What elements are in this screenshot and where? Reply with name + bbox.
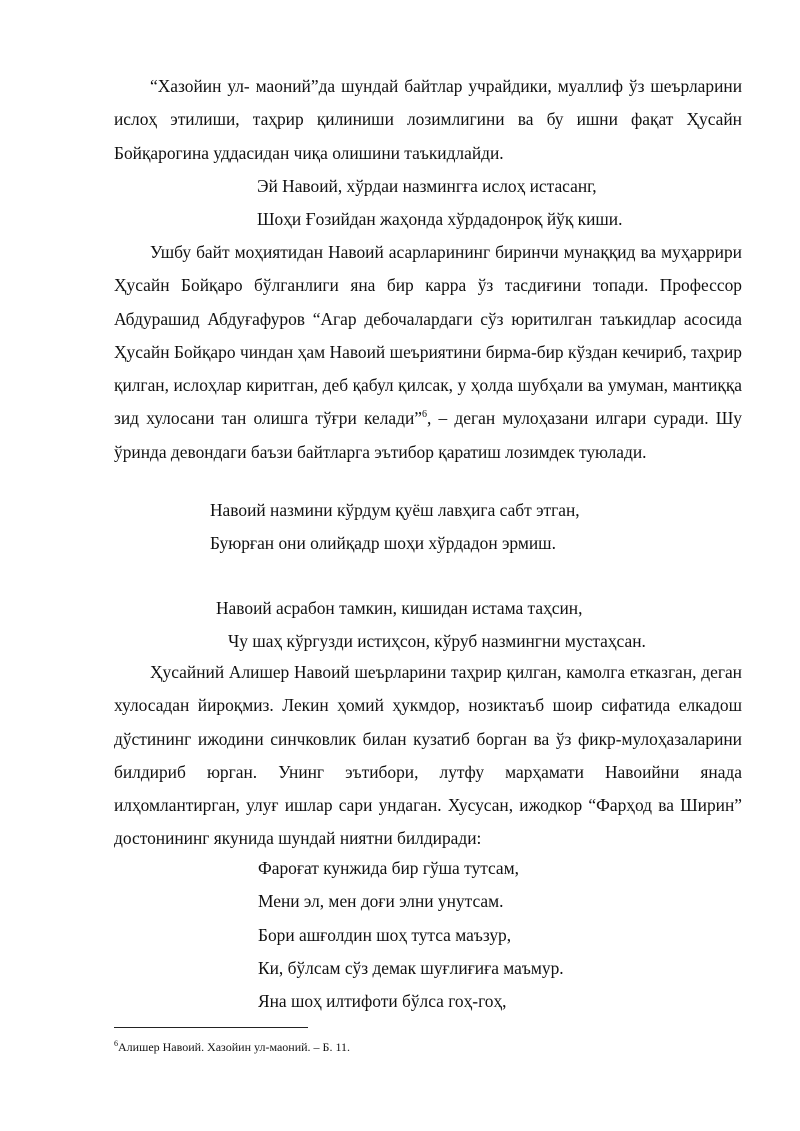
footnote-reference[interactable]: 6 [421, 409, 427, 421]
verse-line: Навоий назмини кўрдум қуёш лавҳига сабт этган, [210, 500, 580, 520]
verse-block-4 [258, 852, 564, 1018]
verse-block-3 [216, 592, 646, 659]
paragraph-intro: “Хазойин ул- маоний”да шундай байтлар учрайдики, муаллиф ўз шеърларини ислоҳ этилиши, таҳрир қилиниши лозимлигини ва бу ишни фақат Ҳусайн Бойқарогина уддасидан чиқа олишини таъкидлайди. [114, 76, 742, 163]
paragraph-analysis: Ушбу байт моҳиятидан Навоий асарларининг биринчи мунаққид ва муҳаррири Ҳусайн Бойқаро бўлганлиги яна бир карра ўз тасдиғини топади. Профессор Абдурашид Абдуғафуров “Агар дебочалардаги сўз юритилган таъкидлар асосида Ҳусайн Бойқаро чиндан ҳам Навоий шеъриятини бирма-бир кўздан кечириб, таҳрир қилган, ислоҳлар киритган, деб қабул қилсак, у ҳолда шубҳали ва умуман, мантиққа зид хулосани тан олишга тўғри келади”$^6$, – деган мулоҳазани илгари суради. Шу ўринда девондаги баъзи байтларга эътибор қаратиш лозимдек туюлади. [114, 242, 742, 462]
verse-block-2 [210, 494, 580, 561]
verse-block-1 [257, 170, 622, 237]
verse-line: Шоҳи Ғозийдан жаҳонда хўрдадонроқ йўқ киши. [257, 209, 623, 230]
verse-line: Буюрған они олийқадр шоҳи хўрдадон эрмиш. [210, 533, 556, 554]
footnote-number: 6 [114, 1039, 118, 1048]
verse-line: Мени эл, мен доғи элни унутсам. [258, 891, 504, 912]
verse-line: Яна шоҳ илтифоти бўлса гоҳ-гоҳ, [258, 991, 507, 1012]
footnote-text: Алишер Навоий. Хазойин ул-маоний. – Б. 11. [118, 1040, 350, 1054]
verse-line: Чу шаҳ кўргузди истиҳсон, кўруб назмингни мустаҳсан. [228, 631, 646, 652]
verse-line: Фароғат кунжида бир гўша тутсам, [258, 858, 520, 878]
paragraph-conclusion: Ҳусайний Алишер Навоий шеърларини таҳрир қилган, камолга етказган, деган хулосадан йироқмиз. Лекин ҳомий ҳукмдор, нозиктаъб шоир сифатида елкадош дўстининг ижодини синчковлик билан кузатиб борган ва ўз фикр-мулоҳазаларини билдириб юрган. Унинг эътибори, лутфу марҳамати Навоийни янада илҳомлантирган, улуғ ишлар сари ундаган. Хусусан, ижодкор “Фарҳод ва Ширин” достонининг якунида шундай ниятни билдиради: [114, 662, 742, 849]
verse-line: Эй Навоий, хўрдаи назмингға ислоҳ истасанг, [257, 176, 597, 196]
footnote-divider [114, 1027, 308, 1028]
verse-line: Навоий асрабон тамкин, кишидан истама таҳсин, [216, 598, 583, 618]
verse-line: Бори ашғолдин шоҳ тутса маъзур, [258, 924, 512, 945]
verse-line: Ки, бўлсам сўз демак шуғлиғиға маъмур. [258, 957, 564, 978]
footnote [114, 1040, 350, 1055]
